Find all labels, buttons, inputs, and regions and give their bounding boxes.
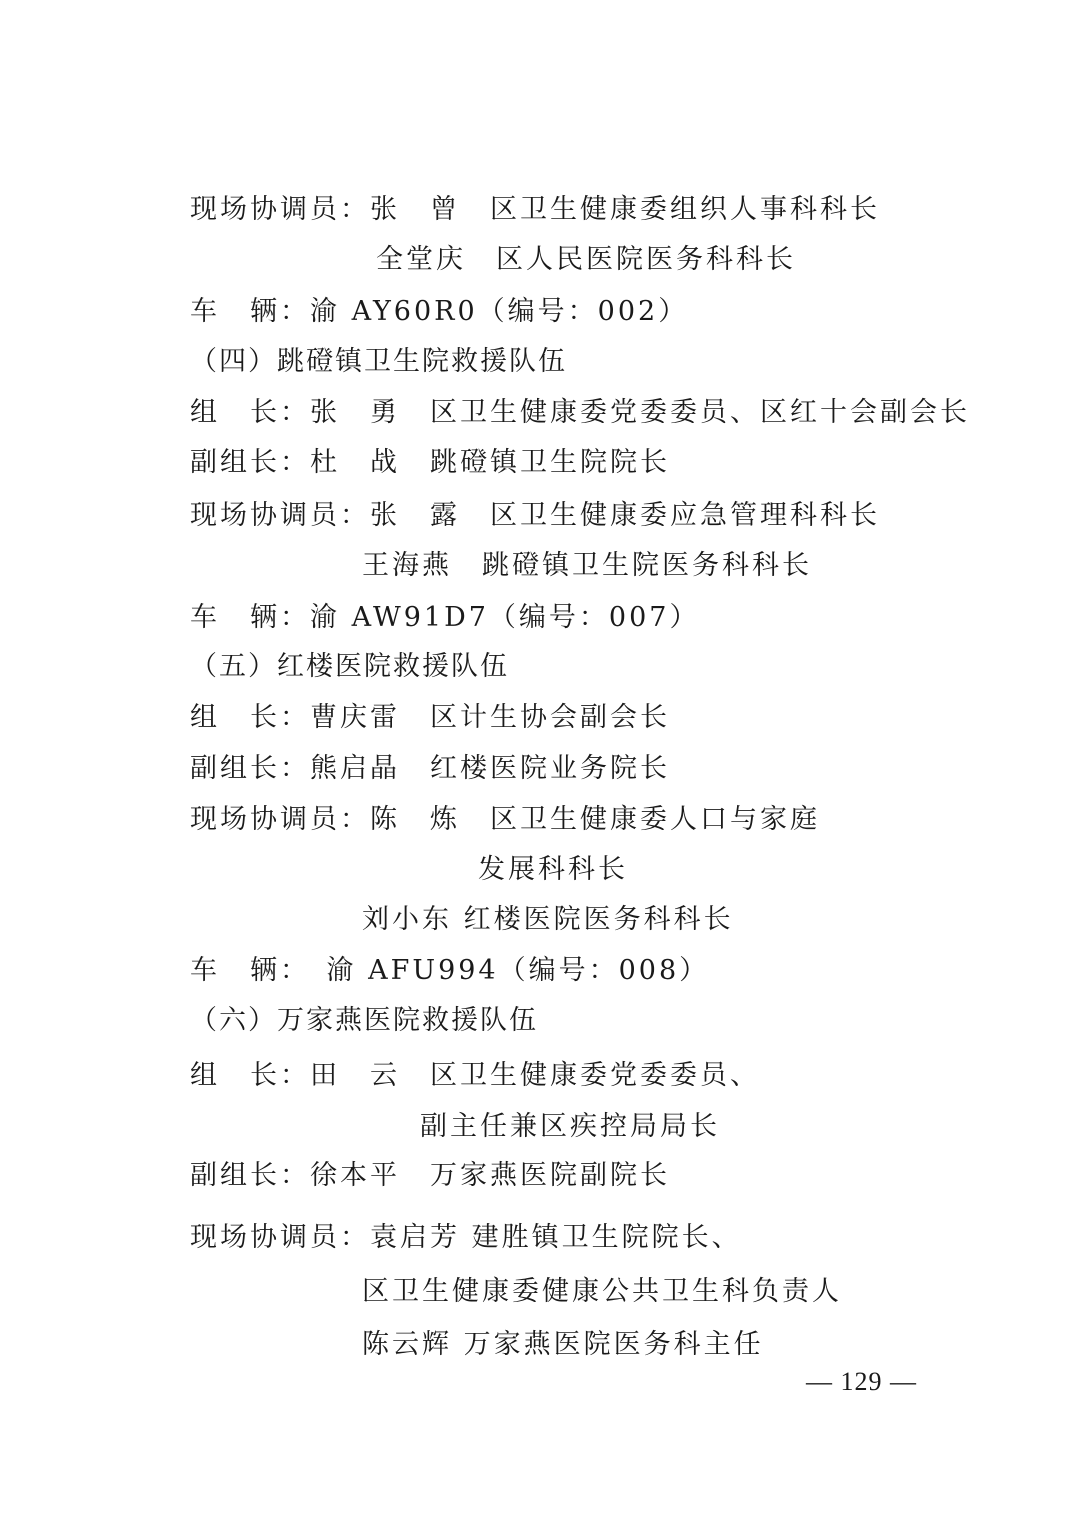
- section-heading: （四）跳磴镇卫生院救援队伍: [190, 346, 567, 377]
- text-line: 陈云辉 万家燕医院医务科主任: [362, 1329, 764, 1360]
- section-heading: （五）红楼医院救援队伍: [190, 651, 509, 682]
- text-line: 现场协调员：袁启芳 建胜镇卫生院院长、: [190, 1222, 742, 1253]
- text-line: 刘小东 红楼医院医务科科长: [362, 904, 734, 935]
- section-heading: （六）万家燕医院救援队伍: [190, 1005, 538, 1036]
- text-line: 全堂庆 区人民医院医务科科长: [376, 244, 796, 275]
- text-line: 车 辆：渝 AW91D7（编号：007）: [190, 602, 700, 633]
- text-line: 组 长：曹庆雷 区计生协会副会长: [190, 702, 670, 733]
- text-line: 王海燕 跳磴镇卫生院医务科科长: [362, 550, 812, 581]
- text-line: 副组长：徐本平 万家燕医院副院长: [190, 1160, 670, 1191]
- text-line: 组 长：张 勇 区卫生健康委党委委员、区红十会副会长: [190, 397, 970, 428]
- text-line: 车 辆：渝 AY60R0（编号：002）: [190, 296, 689, 327]
- text-line: 区卫生健康委健康公共卫生科负责人: [362, 1276, 842, 1307]
- text-line: 现场协调员：张 曾 区卫生健康委组织人事科科长: [190, 194, 880, 225]
- text-line: 副组长：熊启晶 红楼医院业务院长: [190, 753, 670, 784]
- text-line: 发展科科长: [478, 854, 628, 885]
- text-line: 副主任兼区疾控局局长: [420, 1111, 720, 1142]
- text-line: 组 长：田 云 区卫生健康委党委委员、: [190, 1060, 760, 1091]
- text-line: 现场协调员：陈 炼 区卫生健康委人口与家庭: [190, 804, 820, 835]
- page-number: — 129 —: [806, 1367, 917, 1396]
- text-line: 现场协调员：张 露 区卫生健康委应急管理科科长: [190, 500, 880, 531]
- text-line: 车 辆： 渝 AFU994（编号：008）: [190, 955, 710, 986]
- text-line: 副组长：杜 战 跳磴镇卫生院院长: [190, 447, 670, 478]
